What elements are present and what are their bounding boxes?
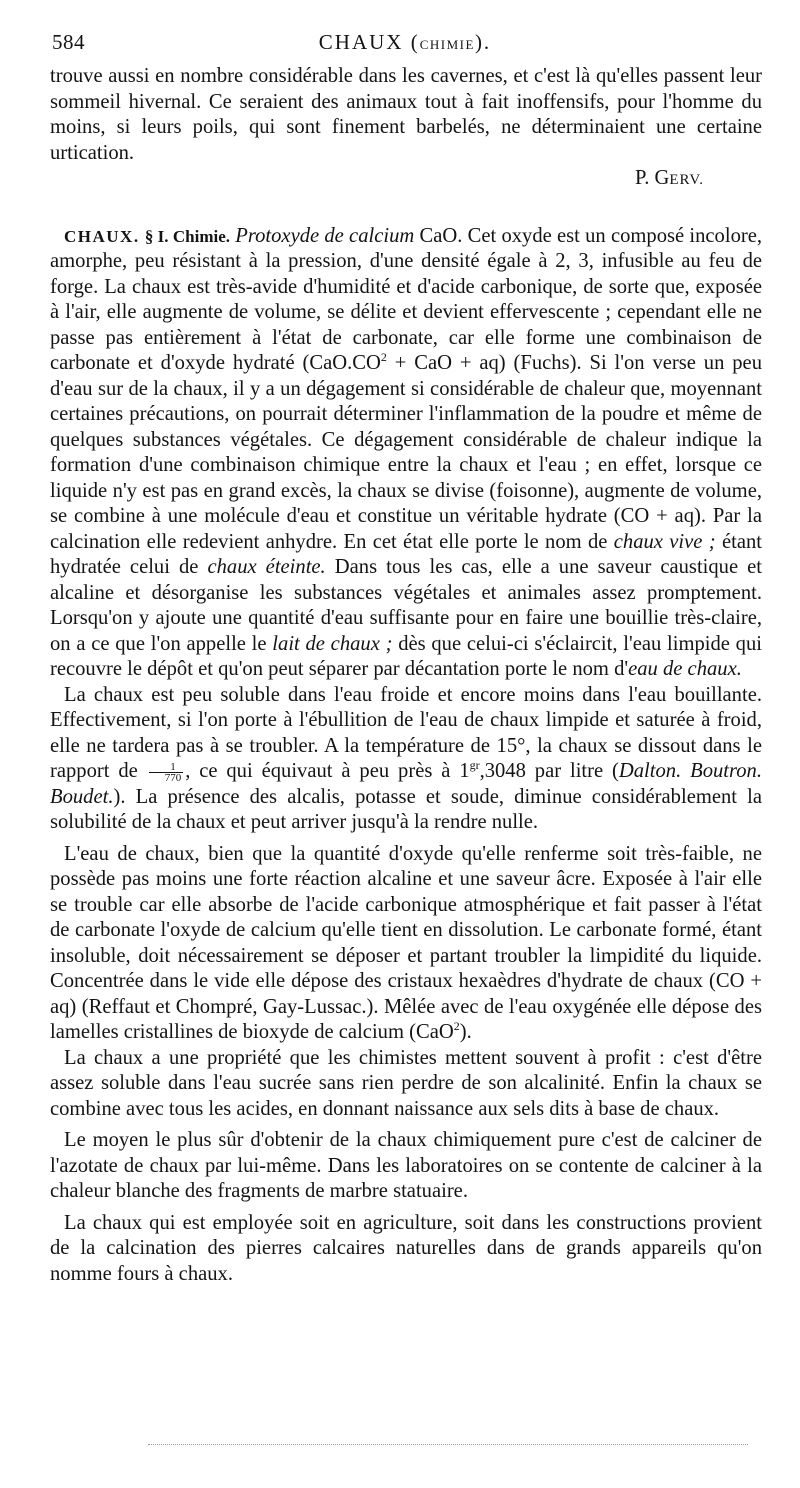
article-paragraph-1 bbox=[50, 224, 762, 683]
italic-term: lait de chaux ; bbox=[272, 632, 393, 655]
superscript: 2 bbox=[453, 1019, 460, 1034]
text-run: étant hydratée celui de bbox=[50, 530, 762, 578]
text-run: CaO. Cet oxyde est un composé incolore, amorphe, peu résistant à la pression, d'une densité égale à 2, 3, infusible au feu de forge. La chaux est très-avide d'humidité et d'acide carbonique, de sorte que, exposée à l'air, elle augmente de volume, se délite et devient effervescente ; cependant elle ne passe pas entièrement à l'état de carbonate, car elle forme une combinaison de carbonate et d'oxyde hydraté (CaO.CO bbox=[50, 224, 763, 374]
author-signature bbox=[50, 166, 762, 194]
article-paragraph-5: Le moyen le plus sûr d'obtenir de la chaux chimiquement pure c'est de calciner de l'azotate de chaux par lui-même. Dans les laboratoires on se contente de calciner à la chaleur blanche des fragments de marbre statuaire. bbox=[50, 1129, 762, 1202]
bottom-dotted-rule bbox=[148, 1444, 748, 1445]
page-header bbox=[52, 30, 758, 60]
article-headword: CHAUX. bbox=[64, 226, 140, 246]
running-title-main: CHAUX ( bbox=[318, 30, 420, 54]
section-label: § I. Chimie. bbox=[144, 226, 231, 246]
italic-citation: Dalton. Boutron. Boudet. bbox=[50, 760, 763, 808]
fraction bbox=[149, 762, 184, 783]
italic-term: chaux vive ; bbox=[613, 530, 716, 553]
intro-italic: Protoxyde de calcium bbox=[235, 224, 415, 247]
superscript: gr bbox=[469, 758, 480, 773]
fraction-denominator: 770 bbox=[164, 771, 182, 784]
italic-term: eau de chaux. bbox=[628, 658, 742, 680]
page-body bbox=[50, 64, 762, 1287]
article-paragraph-4: La chaux a une propriété que les chimistes mettent souvent à profit : c'est d'être assez soluble dans l'eau sucrée sans rien perdre de son alcalinité. Enfin la chaux se combine avec tous les acides, en donnant naissance aux sels dits à base de chaux. bbox=[50, 1046, 762, 1120]
previous-article-text: trouve aussi en nombre considérable dans les cavernes, et c'est là qu'elles passent leur sommeil hivernal. Ce seraient des animaux tout à fait inoffensifs, pour l'homme du moins, si leurs poils, qui sont finement barbelés, ne déterminaient une certaine urtication. bbox=[50, 65, 762, 164]
text-run: La chaux est peu soluble dans l'eau froide et encore moins dans l'eau bouillante. Effectivement, si l'on porte à l'ébullition de l'eau de chaux limpide et saturée à froid, elle ne tardera pas à se troubler. A la température de 15°, la chaux se dissout dans le rapport de bbox=[50, 683, 762, 782]
signature-smallcaps: ERV. bbox=[669, 172, 704, 188]
text-run: ). bbox=[459, 1021, 472, 1043]
running-title-end: ). bbox=[474, 30, 492, 54]
text-run: + CaO + aq) (Fuchs). Si l'on verse un peu d'eau sur de la chaux, il y a un dégagement si considérable de chaleur que, moyennant certaines précautions, on pourrait déterminer l'inflammation de la poudre et même de quelques substances végétales. Ce dégagement considérable de chaleur indique la formation d'une combinaison chimique entre la chaux et l'eau ; en effet, lorsque ce liquide n'y est pas en grand excès, la chaux se divise (foisonne), augmente de volume, se combine à une molécule d'eau et constitue un véritable hydrate (CO + aq). Par la calcination elle redevient anhydre. En cet état elle porte le nom de bbox=[50, 352, 762, 553]
signature-initial: P. G bbox=[635, 167, 670, 189]
article-paragraph-2 bbox=[50, 683, 762, 836]
page-number: 584 bbox=[52, 30, 85, 54]
running-title-smallcaps: CHIMIE bbox=[419, 37, 475, 52]
fraction-numerator: 1 bbox=[149, 762, 184, 773]
superscript: 2 bbox=[380, 350, 387, 365]
text-run: L'eau de chaux, bien que la quantité d'oxyde qu'elle renferme soit très-faible, ne possède pas moins une forte réaction alcaline et une saveur âcre. Exposée à l'air elle se trouble car elle absorbe de l'acide carbonique atmosphérique et fait passer à l'état de carbonate l'oxyde de calcium qu'elle tient en dissolution. Le carbonate formé, étant insoluble, doit nécessairement se déposer et partant troubler la limpidité du liquide. Concentrée dans le vide elle dépose des cristaux hexaèdres d'hydrate de chaux (CO + aq) (Reffaut et Chompré, Gay-Lussac.). Mêlée avec de l'eau oxygénée elle dépose des lamelles cristallines de bioxyde de calcium (CaO bbox=[50, 842, 762, 1043]
text-run: dès que celui-ci s'éclaircit, l'eau limpide qui recouvre le dépôt et qu'on peut séparer par décantation porte le nom d' bbox=[50, 632, 762, 680]
running-title bbox=[52, 30, 758, 55]
text-run: ). La présence des alcalis, potasse et soude, diminue considérablement la solubilité de la chaux et peut arriver jusqu'à la rendre nulle. bbox=[50, 785, 762, 833]
italic-term: chaux éteinte. bbox=[207, 556, 326, 578]
text-run: , ce qui équivaut à peu près à 1 bbox=[185, 760, 470, 782]
text-run: Dans tous les cas, elle a une saveur caustique et alcaline et désorganise les substances végétales et animales assez promptement. Lorsqu'on y ajoute une quantité d'eau suffisante pour en faire une bouillie très-claire, on a ce que l'on appelle le bbox=[50, 556, 763, 655]
text-run: ,3048 par litre ( bbox=[479, 760, 619, 782]
article-paragraph-3 bbox=[50, 842, 762, 1046]
article-paragraph-6: La chaux qui est employée soit en agriculture, soit dans les constructions provient de la calcination des pierres calcaires naturelles dans de grands appareils qu'on nomme fours à chaux. bbox=[50, 1211, 762, 1285]
